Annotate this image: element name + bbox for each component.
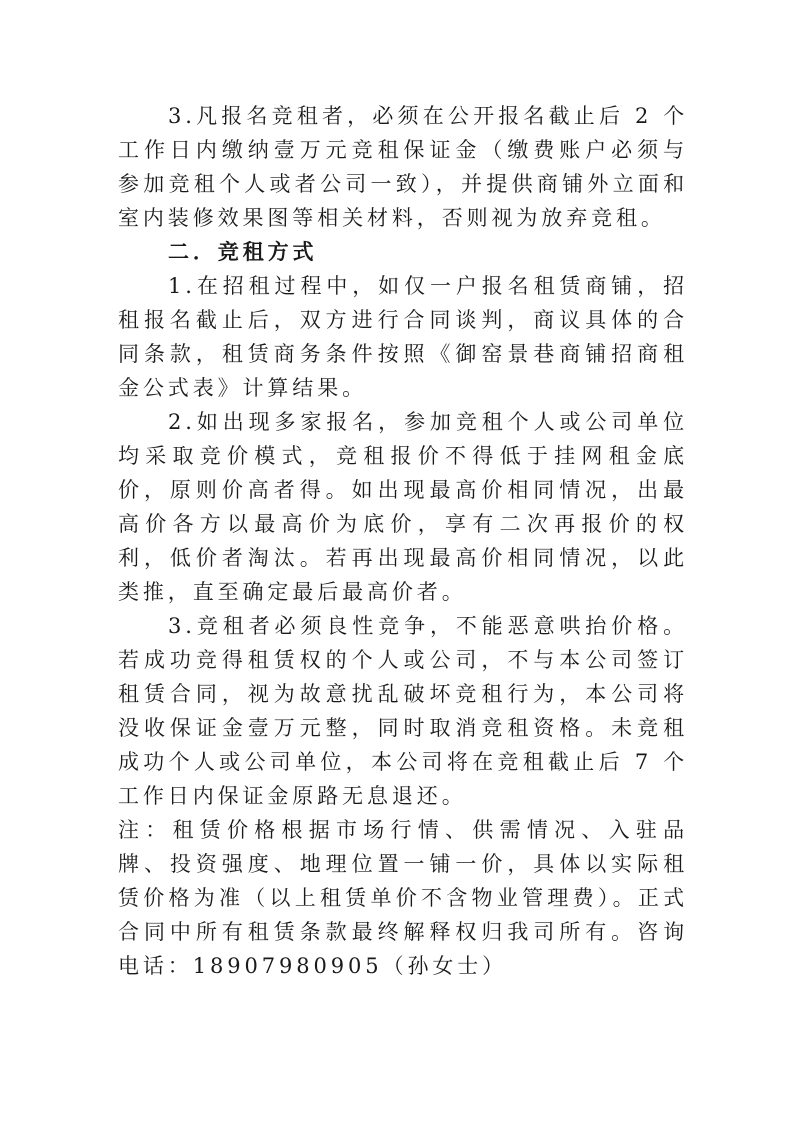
paragraph-single-applicant: 1.在招租过程中，如仅一户报名租赁商铺，招租报名截止后，双方进行合同谈判，商议具体的合同条款，租赁商务条件按照《御窑景巷商铺招商租金公式表》计算结果。 [118,274,688,400]
paragraph-deposit-requirement: 3.凡报名竞租者，必须在公开报名截止后 2 个工作日内缴纳壹万元竞租保证金（缴费账户必须与参加竞租个人或者公司一致），并提供商铺外立面和室内装修效果图等相关材料，否则视为放弃竞租。 [118,104,688,230]
note-paragraph: 注：租赁价格根据市场行情、供需情况、入驻品牌、投资强度、地理位置一铺一价，具体以实际租赁价格为准（以上租赁单价不含物业管理费）。正式合同中所有租赁条款最终解释权归我司所有。咨询电话：18907980905（孙女士） [118,818,688,978]
document-page [118,99,688,983]
section-heading-bidding-method: 二．竞租方式 [168,240,318,264]
paragraph-fair-competition: 3.竞租者必须良性竞争，不能恶意哄抬价格。若成功竞得租赁权的个人或公司，不与本公司签订租赁合同，视为故意扰乱破坏竞租行为，本公司将没收保证金壹万元整，同时取消竞租资格。未竞租成功个人或公司单位，本公司将在竞租截止后 7 个工作日内保证金原路无息退还。 [118,614,688,808]
paragraph-multiple-applicants: 2.如出现多家报名，参加竞租个人或公司单位均采取竞价模式，竞租报价不得低于挂网租金底价，原则价高者得。如出现最高价相同情况，出最高价各方以最高价为底价，享有二次再报价的权利，低价者淘汰。若再出现最高价相同情况，以此类推，直至确定最后最高价者。 [118,410,688,604]
